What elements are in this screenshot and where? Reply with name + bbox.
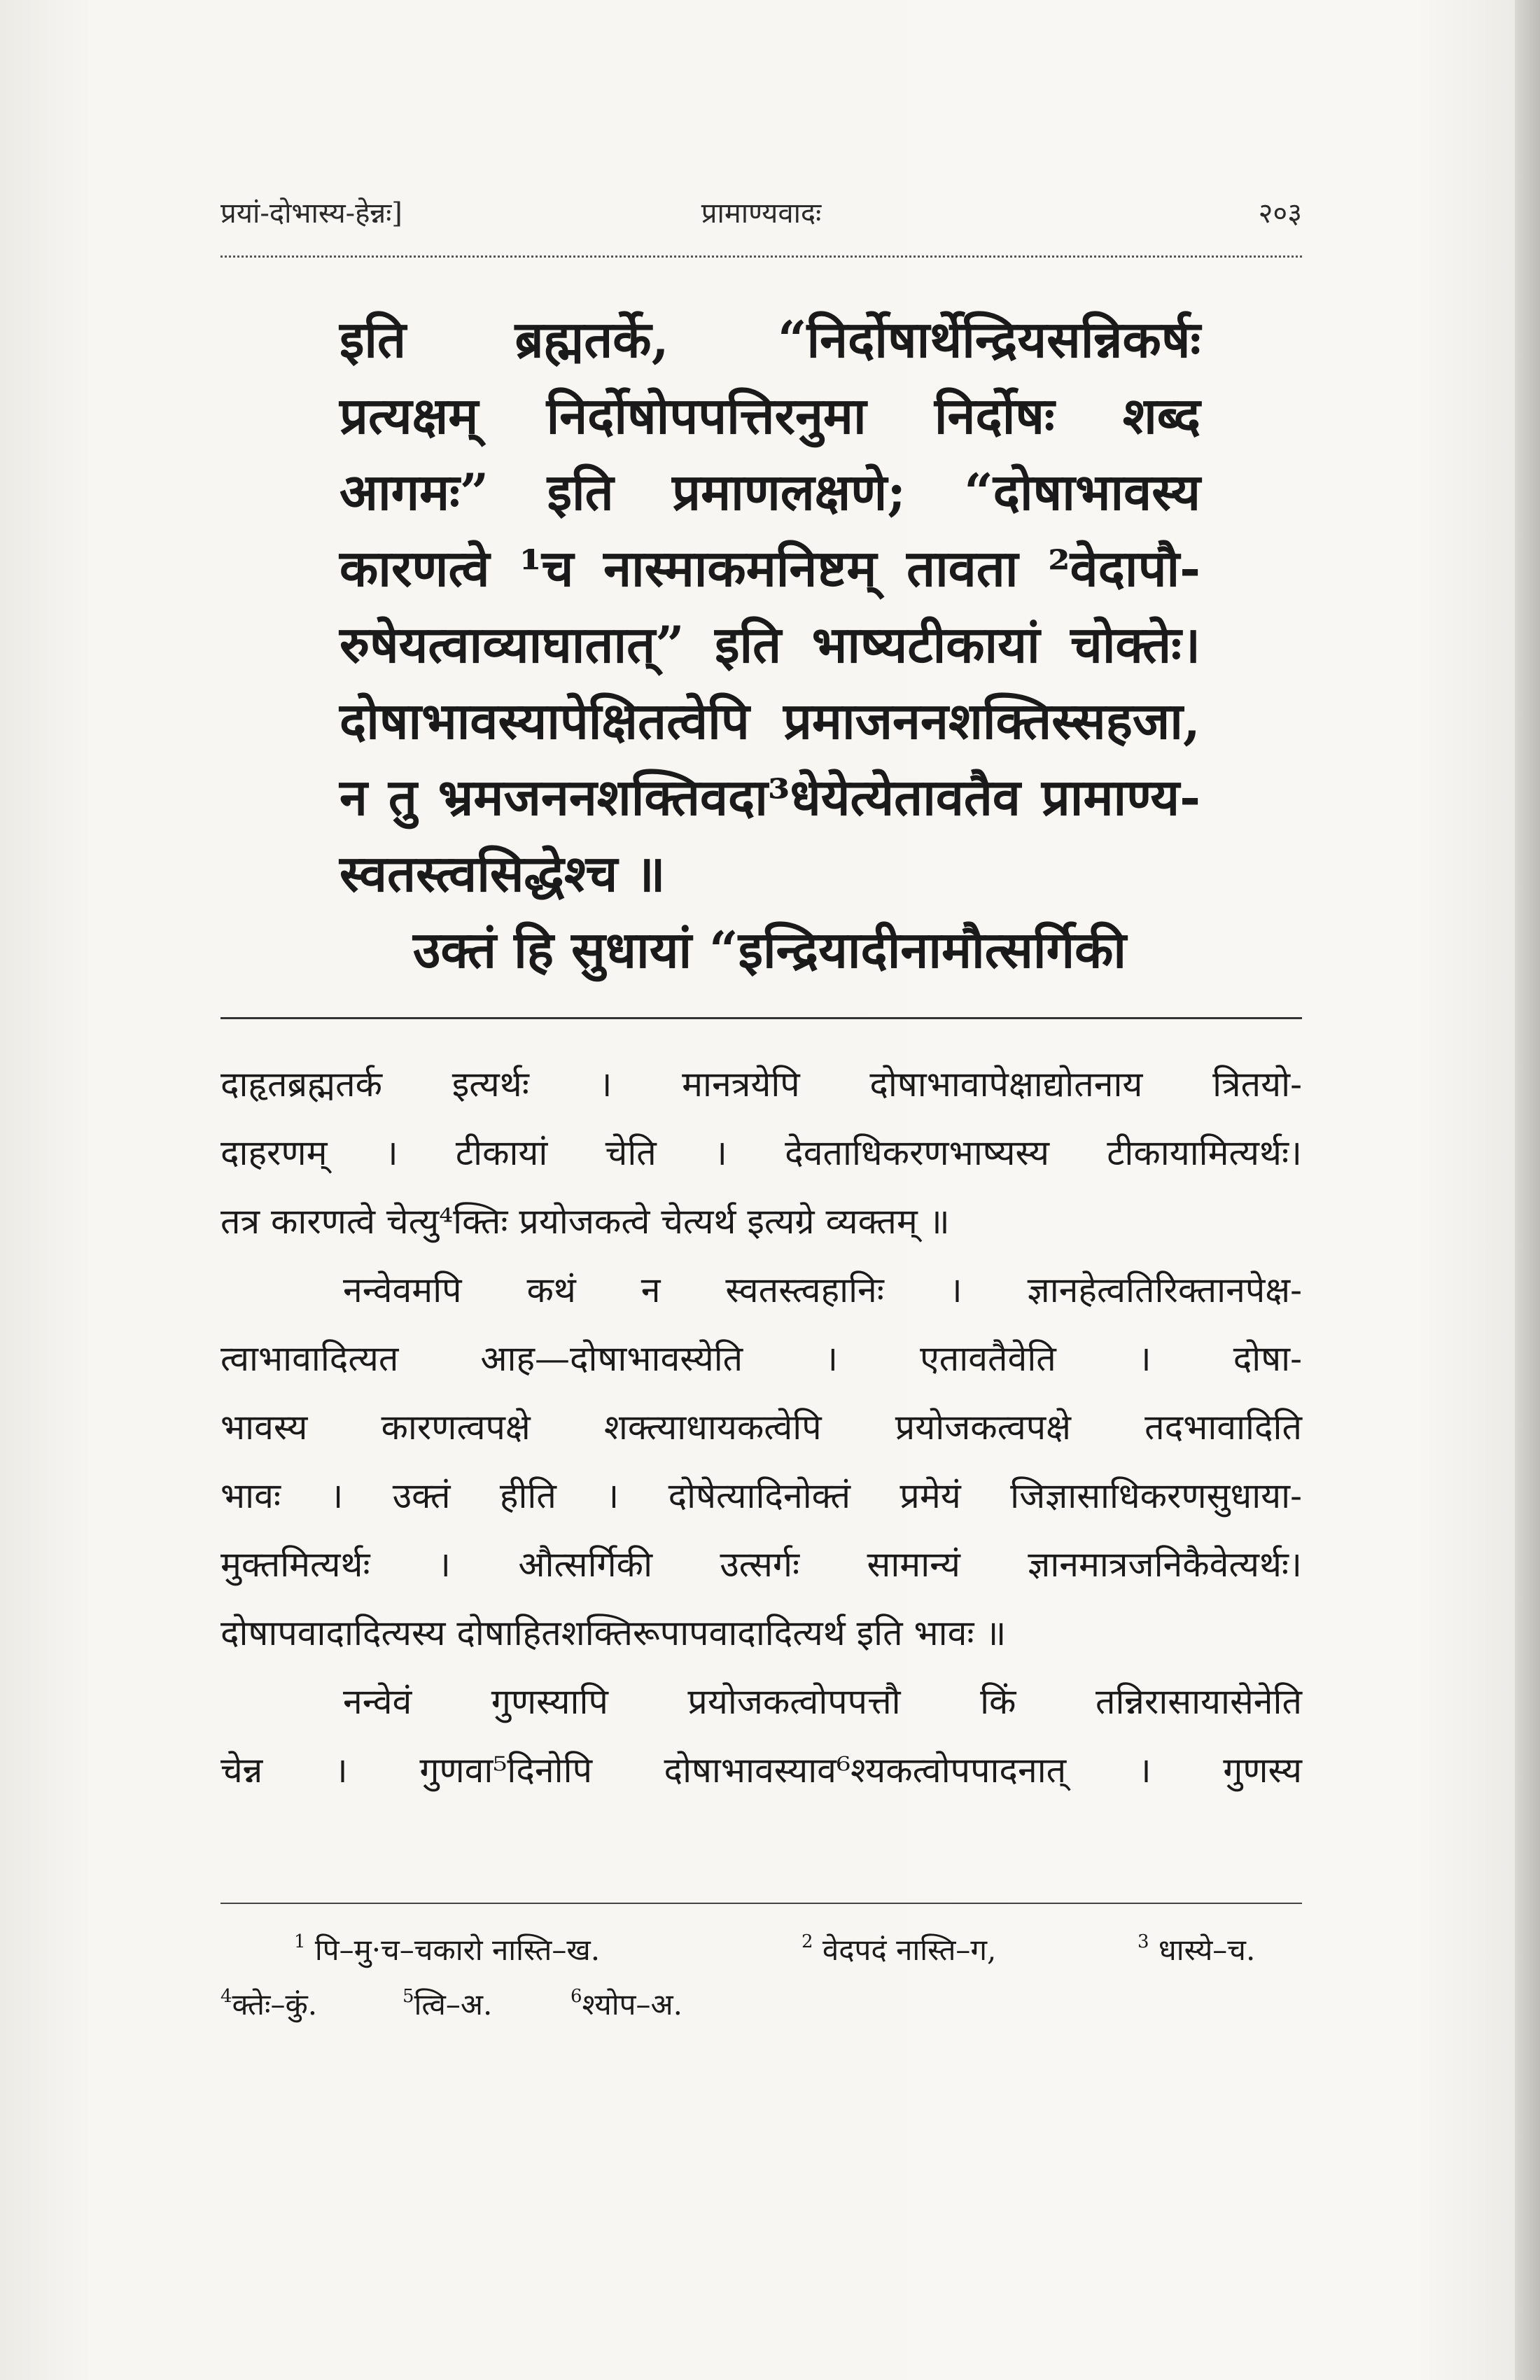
commentary-line: भावः । उक्तं हीति । दोषेत्यादिनोक्तं प्रमेयं जिज्ञासाधिकरणसुधाया-: [220, 1476, 1302, 1516]
footnote-2: $^2$ वेदपदं नास्ति–ग,: [802, 1931, 997, 1967]
commentary-line: तत्र कारणत्वे चेत्यु⁴क्तिः प्रयोजकत्वे चेत्यर्थ इत्यग्रे व्यक्तम् ॥: [220, 1201, 950, 1242]
footnotes: [220, 1914, 1302, 2024]
text-commentary-divider: [220, 1017, 1302, 1019]
commentary-line: नन्वेवं गुणस्यापि प्रयोजकत्वोपपत्तौ किं तन्निरासायासेनेति: [343, 1681, 1302, 1722]
footnote-divider: [220, 1903, 1302, 1904]
page-edge-shadow: [1515, 0, 1540, 2380]
footnote-row: [220, 1914, 1302, 1969]
commentary-block: [220, 1050, 1302, 1805]
verse-line: आगमः” इति प्रमाणलक्षणे; “दोषाभावस्य: [340, 462, 1200, 522]
running-header: [220, 192, 1302, 241]
commentary-line: भावस्य कारणत्वपक्षे शक्त्याधायकत्वेपि प्रयोजकत्वपक्षे तदभावादिति: [220, 1407, 1302, 1448]
header-divider: [220, 255, 1302, 265]
header-left: प्रयां-दोभास्य-हेन्नः]: [220, 197, 402, 230]
verse-line: उक्तं हि सुधायां “इन्द्रियादीनामौत्सर्गिकी: [413, 920, 1127, 979]
verse-line: स्वतस्त्वसिद्धेश्च ॥: [340, 844, 666, 903]
verse-line: कारणत्वे ¹च नास्माकमनिष्टम् तावता ²वेदापौ-: [340, 538, 1200, 598]
commentary-line: दोषापवादादित्यस्य दोषाहितशक्तिरूपापवादादित्यर्थ इति भावः ॥: [220, 1613, 1007, 1653]
verse-line: प्रत्यक्षम् निर्दोषोपपत्तिरनुमा निर्दोषः शब्द: [340, 386, 1200, 445]
header-title: प्रामाण्यवादः: [701, 197, 822, 230]
commentary-line: चेन्न । गुणवा⁵दिनोपि दोषाभावस्याव⁶श्यकत्वोपपादनात् । गुणस्य: [220, 1750, 1302, 1791]
verse-line: न तु भ्रमजननशक्तिवदा³धेयेत्येतावतैव प्रामाण्य-: [340, 767, 1200, 827]
commentary-line: त्वाभावादित्यत आह—दोषाभावस्येति । एतावतैवेति । दोषा-: [220, 1338, 1302, 1379]
main-text-block: [340, 301, 1200, 988]
footnote-6: $^6$श्योप–अ.: [570, 1986, 682, 2022]
commentary-line: मुक्तमित्यर्थः । औत्सर्गिकी उत्सर्गः सामान्यं ज्ञानमात्रजनिकैवेत्यर्थः।: [220, 1544, 1302, 1585]
footnote-1: $^1$ पि–मु·च–चकारो नास्ति–ख.: [294, 1931, 601, 1967]
verse-line: रुषेयत्वाव्याघातात्” इति भाष्यटीकायां चोक्तेः।: [340, 615, 1200, 674]
commentary-line: नन्वेवमपि कथं न स्वतस्त्वहानिः । ज्ञानहेत्वतिरिक्तानपेक्ष-: [343, 1270, 1302, 1310]
commentary-line: दाहरणम् । टीकायां चेति । देवताधिकरणभाष्यस्य टीकायामित्यर्थः।: [220, 1133, 1302, 1173]
footnote-4: $^4$क्तेः–कुं.: [220, 1986, 318, 2022]
verse-line: दोषाभावस्यापेक्षितत्वेपि प्रमाजननशक्तिस्सहजा,: [340, 691, 1200, 750]
footnote-row: [220, 1969, 1302, 2024]
footnote-3: $^3$ धास्ये–च.: [1138, 1931, 1256, 1967]
page-number: २०३: [1258, 197, 1302, 230]
verse-line: इति ब्रह्मतर्के, “निर्दोषार्थेन्द्रियसन्निकर्षः: [340, 309, 1200, 369]
commentary-line: दाहृतब्रह्मतर्क इत्यर्थः । मानत्रयेपि दोषाभावापेक्षाद्योतनाय त्रितयो-: [220, 1064, 1302, 1105]
footnote-5: $^5$त्वि–अ.: [402, 1986, 493, 2022]
